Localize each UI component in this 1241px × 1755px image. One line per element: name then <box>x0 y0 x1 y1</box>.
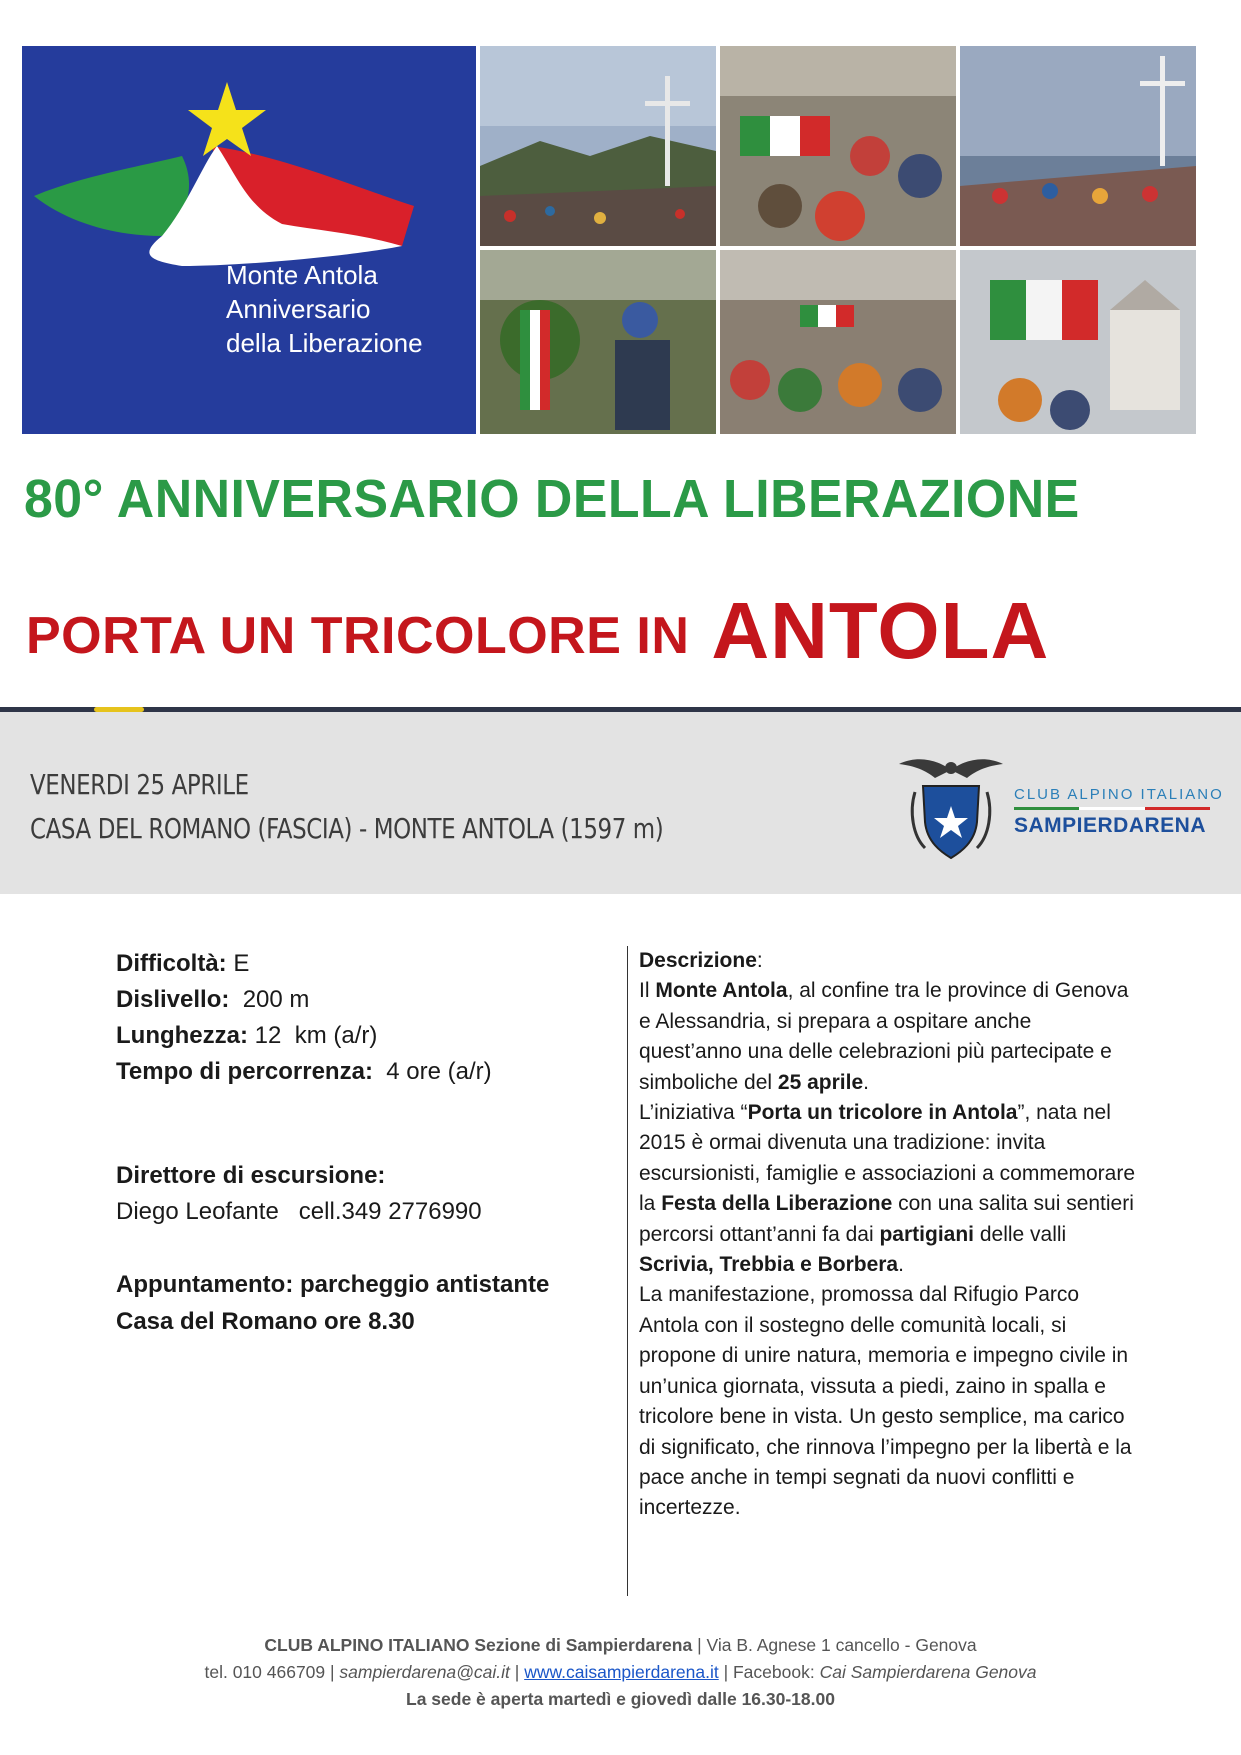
logo-line-1: Monte Antola <box>226 260 378 290</box>
hero-banner <box>22 46 1212 434</box>
event-date: VENERDI 25 APRILE <box>30 768 249 801</box>
footer-email[interactable]: sampierdarena@cai.it <box>339 1662 510 1682</box>
footer-line-2: tel. 010 466709 | sampierdarena@cai.it | www.caisampierdarena.it | Facebook: Cai Sampierdarena Genova <box>204 1662 1037 1682</box>
photo-summit-cross <box>480 46 716 246</box>
hike-details <box>116 946 492 1090</box>
antola-logo <box>22 46 476 434</box>
photo-wreath <box>480 250 716 434</box>
footer-line-1: CLUB ALPINO ITALIANO Sezione di Sampierdarena | Via B. Agnese 1 cancello - Genova <box>264 1635 977 1655</box>
footer-hours: La sede è aperta martedì e giovedì dalle 16.30-18.00 <box>406 1689 835 1709</box>
footer-facebook: Cai Sampierdarena Genova <box>819 1662 1037 1682</box>
cai-eagle-shield-icon <box>895 752 1007 862</box>
flag-star-emblem-icon <box>22 46 476 434</box>
headline-antola: ANTOLA <box>711 586 1050 675</box>
photo-crowd-flags <box>720 46 956 246</box>
footer <box>0 1632 1241 1713</box>
meeting-line-1: Appuntamento: parcheggio antistante <box>116 1271 550 1298</box>
headline-anniversary: 80° ANNIVERSARIO DELLA LIBERAZIONE <box>24 469 1080 529</box>
logo-line-2: Anniversario <box>226 294 371 324</box>
column-divider <box>627 946 628 1596</box>
photo-hikers-flags <box>720 250 956 434</box>
cai-name: CLUB ALPINO ITALIANO <box>1014 786 1224 803</box>
time-row: Tempo di percorrenza: 4 ore (a/r) <box>116 1058 492 1085</box>
description-paragraph-3: La manifestazione, promossa dal Rifugio Parco Antola con il sostegno delle comunità locali, si propone di unire natura, memoria e impegno civile in un’unica giornata, vissuta a piedi, zaino in spalla e tricolore bene in vista. Un gesto semplice, ma carico di significato, che rinnova l’impegno per la libertà e la pace anche in tempi segnati da nuovi conflitti e incertezze. <box>639 1283 1132 1520</box>
italian-flag-stripe-icon <box>1014 807 1210 810</box>
description <box>639 946 1139 1524</box>
director-block <box>116 1158 482 1230</box>
director-label: Direttore di escursione: <box>116 1162 386 1189</box>
meeting-block <box>116 1266 549 1340</box>
elevation-row: Dislivello: 200 m <box>116 986 310 1013</box>
description-heading: Descrizione: <box>639 949 763 972</box>
event-route: CASA DEL ROMANO (FASCIA) - MONTE ANTOLA (1597 m) <box>30 812 664 845</box>
cai-section: SAMPIERDARENA <box>1014 814 1207 837</box>
description-paragraph-2: L’iniziativa “Porta un tricolore in Antola”, nata nel 2015 è ormai divenuta una tradizione: invita escursionisti, famiglie e associazioni a commemorare la Festa della Liberazione con una salita sui sentieri percorsi ottant’anni fa dai partigiani delle valli Scrivia, Trebbia e Borbera. <box>639 1101 1136 1277</box>
director-value: Diego Leofante cell.349 2776990 <box>116 1198 482 1225</box>
description-paragraph-1: Il Monte Antola, al confine tra le province di Genova e Alessandria, si prepara a ospitare anche quest’anno una delle celebrazioni più partecipate e simboliche del 25 aprile. <box>639 979 1129 1094</box>
meeting-line-2: Casa del Romano ore 8.30 <box>116 1308 415 1335</box>
headline-tricolore <box>26 580 1050 675</box>
event-band <box>0 712 1241 894</box>
difficulty-row: Difficoltà: E <box>116 950 250 977</box>
headline-tricolore-prefix: PORTA UN TRICOLORE IN <box>26 607 690 665</box>
logo-line-3: della Liberazione <box>226 328 423 358</box>
length-row: Lunghezza: 12 km (a/r) <box>116 1022 378 1049</box>
footer-website-link[interactable]: www.caisampierdarena.it <box>524 1662 719 1682</box>
photo-summit-gathering <box>960 46 1196 246</box>
photo-chapel-flag <box>960 250 1196 434</box>
